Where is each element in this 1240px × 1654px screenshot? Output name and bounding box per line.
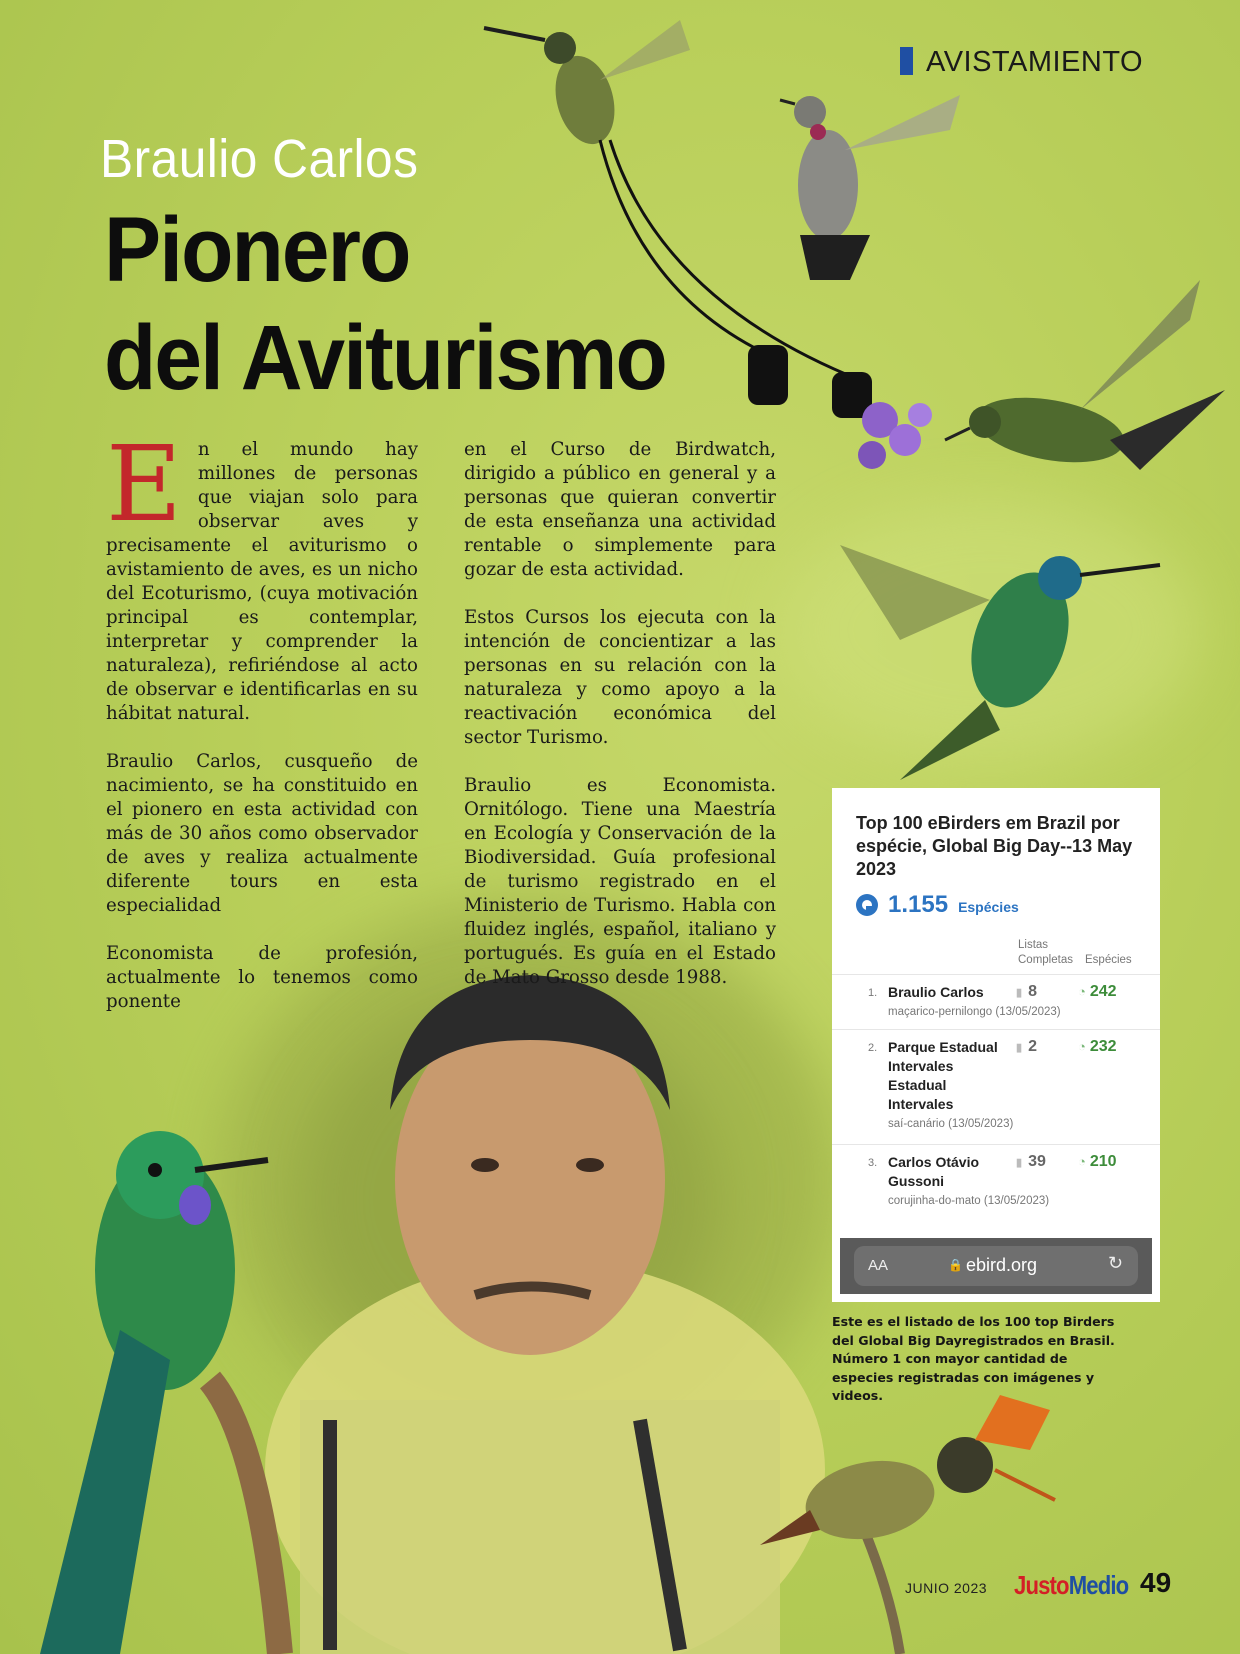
birder-name: Parque Estadual Intervales Estadual Intervales	[888, 1039, 998, 1112]
drop-cap: E	[106, 423, 182, 545]
ranking-row[interactable]	[832, 974, 1160, 1029]
ranking-list	[832, 974, 1160, 1221]
hummingbird	[858, 280, 1225, 473]
article-column-1	[106, 423, 418, 1038]
article-column-2	[464, 438, 776, 1014]
ranking-row[interactable]	[832, 1144, 1160, 1221]
last-species: saí-canário (13/05/2023)	[888, 1118, 1014, 1130]
rank-number: 1.	[868, 987, 878, 999]
ebird-total-species	[856, 890, 1019, 919]
paragraph-text: n el mundo hay millones de personas que viajan solo para observar aves y precisamente el aviturismo o avistamiento de aves, es un nicho del Ecoturismo, (cuya motivación principal es contemplar, interpretar y comprender la naturaleza), refiriéndose al acto de observar e identificarlas en su hábitat natural.	[106, 439, 418, 724]
complete-lists-count: ▮ 2	[1016, 1038, 1037, 1056]
last-species: corujinha-do-mato (13/05/2023)	[888, 1195, 1050, 1207]
paragraph: en el Curso de Birdwatch, dirigido a público en general y a personas que quieran convertir de esta enseñanza una actividad rentable o simplemente para gozar de esta actividad.	[464, 439, 776, 580]
ebird-ranking-screenshot	[832, 788, 1160, 1302]
species-count: ◔ 242	[1078, 983, 1117, 1001]
paragraph: Economista de profesión, actualmente lo tenemos como ponente	[106, 943, 418, 1012]
article-title	[104, 196, 666, 412]
address-field[interactable]	[854, 1246, 1138, 1286]
rank-number: 2.	[868, 1042, 878, 1054]
paragraph: Braulio es Economista. Ornitólogo. Tiene una Maestría en Ecología y Conservación de la Biodiversidad. Guía profesional de turismo registrado en el Ministerio de Turismo. Habla con fluidez inglés, español, italiano y portugués. Es guía en el Estado de Mato Grosso desde 1988.	[464, 775, 776, 988]
text-size-button[interactable]: AA	[868, 1257, 889, 1274]
section-marker	[900, 47, 913, 75]
birder-name: Braulio Carlos	[888, 984, 984, 1000]
total-species-label: Espécies	[958, 899, 1019, 915]
column-header-lists	[1018, 938, 1073, 968]
complete-lists-count: ▮ 39	[1016, 1153, 1046, 1171]
species-count: ◔ 210	[1078, 1153, 1117, 1171]
reload-icon[interactable]: ↻	[1108, 1253, 1124, 1273]
image-caption: Este es el listado de los 100 top Birders del Global Big Dayregistrados en Brasil. Número 1 con mayor cantidad de especies registradas con imágenes y videos.	[832, 1314, 1115, 1403]
title-line-2: del Aviturismo	[104, 307, 666, 409]
logo-part-justo: Justo	[1014, 1570, 1069, 1600]
hummingbird	[780, 95, 960, 280]
complete-lists-count: ▮ 8	[1016, 983, 1037, 1001]
rank-number: 3.	[868, 1157, 878, 1169]
article-kicker: Braulio Carlos	[100, 129, 419, 189]
browser-address-bar	[840, 1238, 1152, 1294]
column-header-lists-line1: Listas	[1018, 939, 1049, 951]
column-header-lists-line2: Completas	[1018, 954, 1073, 966]
issue-date: JUNIO 2023	[905, 1580, 988, 1596]
magazine-logo	[1014, 1570, 1128, 1601]
last-species: maçarico-pernilongo (13/05/2023)	[888, 1006, 1061, 1018]
paragraph: Estos Cursos los ejecuta con la intención de concientizar a las personas en su relación con la naturaleza y como apoyo a la reactivación económica del sector Turismo.	[464, 607, 776, 748]
column-header-species: Espécies	[1085, 954, 1132, 966]
species-count: ◔ 232	[1078, 1038, 1117, 1056]
ebird-title: Top 100 eBirders em Brazil por espécie, Global Big Day--13 May 2023	[856, 813, 1133, 879]
url-text: ebird.org	[966, 1255, 1038, 1275]
ranking-row[interactable]	[832, 1029, 1160, 1144]
hummingbird	[40, 1131, 280, 1654]
lock-icon: 🔒	[948, 1258, 963, 1272]
paragraph	[106, 423, 418, 726]
portrait-photo	[265, 975, 825, 1654]
total-species-count: 1.155	[888, 891, 949, 918]
hummingbird	[840, 545, 1160, 780]
logo-part-medio: Medio	[1068, 1570, 1129, 1600]
page-number: 49	[1140, 1567, 1172, 1598]
paragraph: Braulio Carlos, cusqueño de nacimiento, se ha constituido en el pionero en esta actividad con más de 30 años como observador de aves y realiza actualmente diferente tours en esta especialidad	[106, 751, 418, 916]
section-label: AVISTAMIENTO	[926, 46, 1144, 78]
species-icon	[856, 894, 878, 916]
title-line-1: Pionero	[104, 199, 410, 301]
birder-name: Carlos Otávio Gussoni	[888, 1154, 980, 1189]
